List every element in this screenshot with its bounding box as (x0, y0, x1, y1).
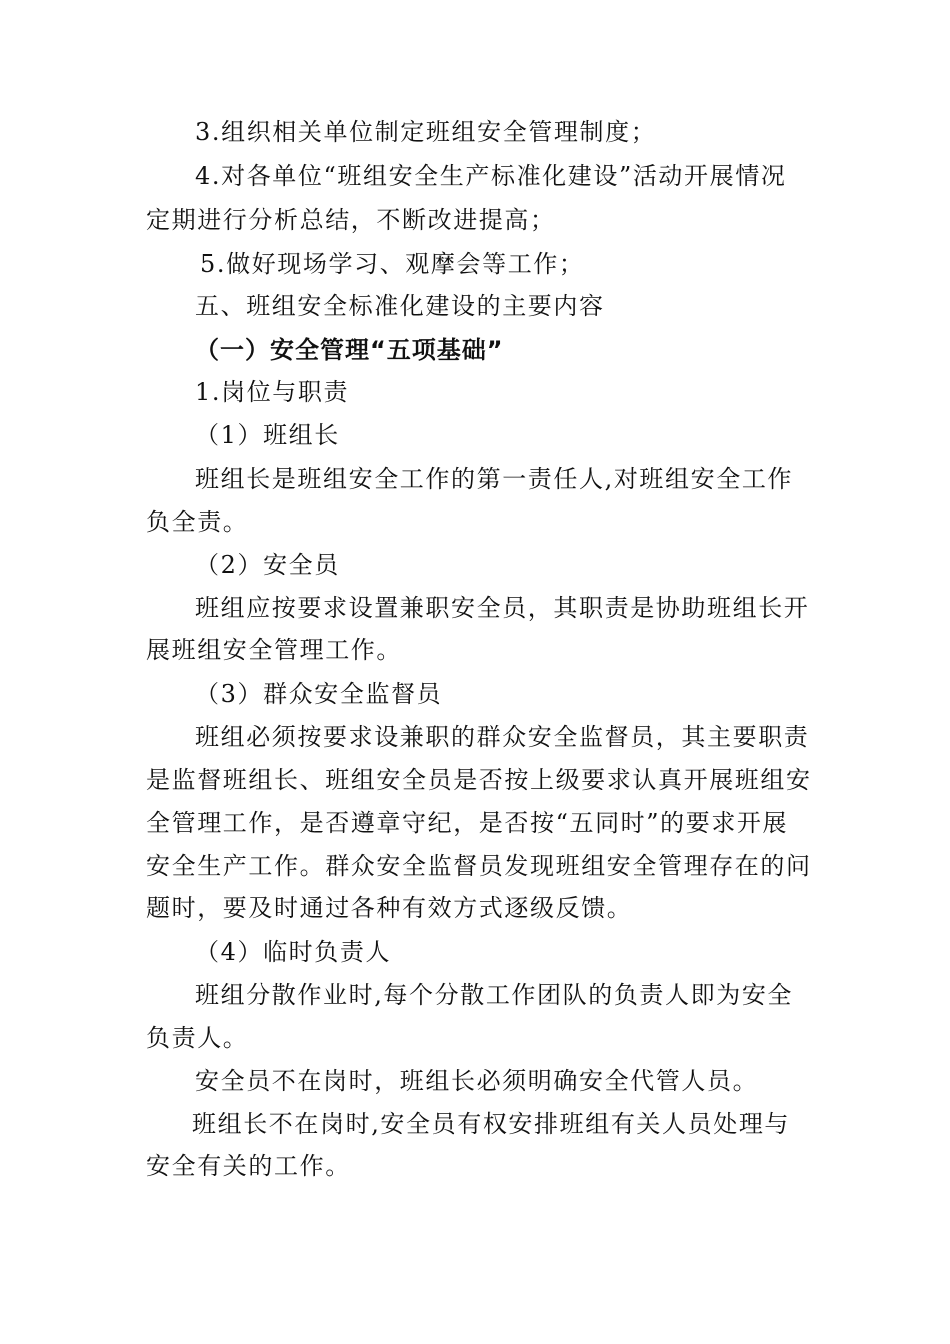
line-text: （2）安全员 (195, 551, 340, 579)
line-text: 班组必须按要求设兼职的群众安全监督员，其主要职责 (195, 723, 810, 751)
paragraph-line-16 (0, 1061, 950, 1101)
subitem-heading-3 (0, 674, 950, 714)
line-text: 是监督班组长、班组安全员是否按上级要求认真开展班组安 (146, 766, 812, 794)
line-text: 全管理工作，是否遵章守纪，是否按“五同时”的要求开展 (146, 809, 789, 837)
line-text: 3.组织相关单位制定班组安全管理制度； (195, 118, 657, 146)
line-text: （4）临时负责人 (195, 938, 392, 966)
line-text: 定期进行分析总结，不断改进提高； (146, 206, 556, 234)
paragraph-line-15 (0, 1018, 950, 1058)
line-text: 展班组安全管理工作。 (146, 636, 402, 664)
line-text: 班组分散作业时,每个分散工作团队的负责人即为安全 (195, 981, 794, 1009)
line-text: 负责人。 (146, 1024, 249, 1052)
paragraph-line-4 (0, 244, 950, 284)
paragraph-line-1 (0, 112, 950, 152)
paragraph-line-6 (0, 502, 950, 542)
paragraph-line-18 (0, 1146, 950, 1186)
line-text: 题时，要及时通过各种有效方式逐级反馈。 (146, 894, 633, 922)
paragraph-line-8 (0, 630, 950, 670)
subitem-heading-4 (0, 932, 950, 972)
paragraph-line-2 (0, 156, 950, 196)
line-text: 安全员不在岗时，班组长必须明确安全代管人员。 (195, 1067, 759, 1095)
subitem-heading-2 (0, 545, 950, 585)
item-heading (0, 372, 950, 412)
line-text: 班组长是班组安全工作的第一责任人,对班组安全工作 (195, 465, 794, 493)
line-text: （1）班组长 (195, 421, 340, 449)
paragraph-line-9 (0, 717, 950, 757)
subsection-heading (0, 330, 950, 370)
section-heading (0, 286, 950, 326)
line-text: 负全责。 (146, 508, 249, 536)
line-text: 4.对各单位“班组安全生产标准化建设”活动开展情况 (195, 162, 787, 190)
line-text: 班组应按要求设置兼职安全员，其职责是协助班组长开 (195, 594, 810, 622)
line-text: （3）群众安全监督员 (195, 680, 443, 708)
paragraph-line-5 (0, 459, 950, 499)
line-text: 安全有关的工作。 (146, 1152, 351, 1180)
paragraph-line-14 (0, 975, 950, 1015)
line-text: 安全生产工作。群众安全监督员发现班组安全管理存在的问 (146, 852, 812, 880)
paragraph-line-10 (0, 760, 950, 800)
line-text: 1.岗位与职责 (195, 378, 350, 406)
line-text: 五、班组安全标准化建设的主要内容 (195, 292, 605, 320)
subitem-heading-1 (0, 415, 950, 455)
line-text: （一）安全管理“五项基础” (195, 336, 504, 364)
paragraph-line-13 (0, 888, 950, 928)
paragraph-line-17 (0, 1104, 950, 1144)
paragraph-line-12 (0, 846, 950, 886)
paragraph-line-3 (0, 200, 950, 240)
paragraph-line-11 (0, 803, 950, 843)
paragraph-line-7 (0, 588, 950, 628)
line-text: 班组长不在岗时,安全员有权安排班组有关人员处理与 (192, 1110, 791, 1138)
line-text: 5.做好现场学习、观摩会等工作； (200, 250, 585, 278)
